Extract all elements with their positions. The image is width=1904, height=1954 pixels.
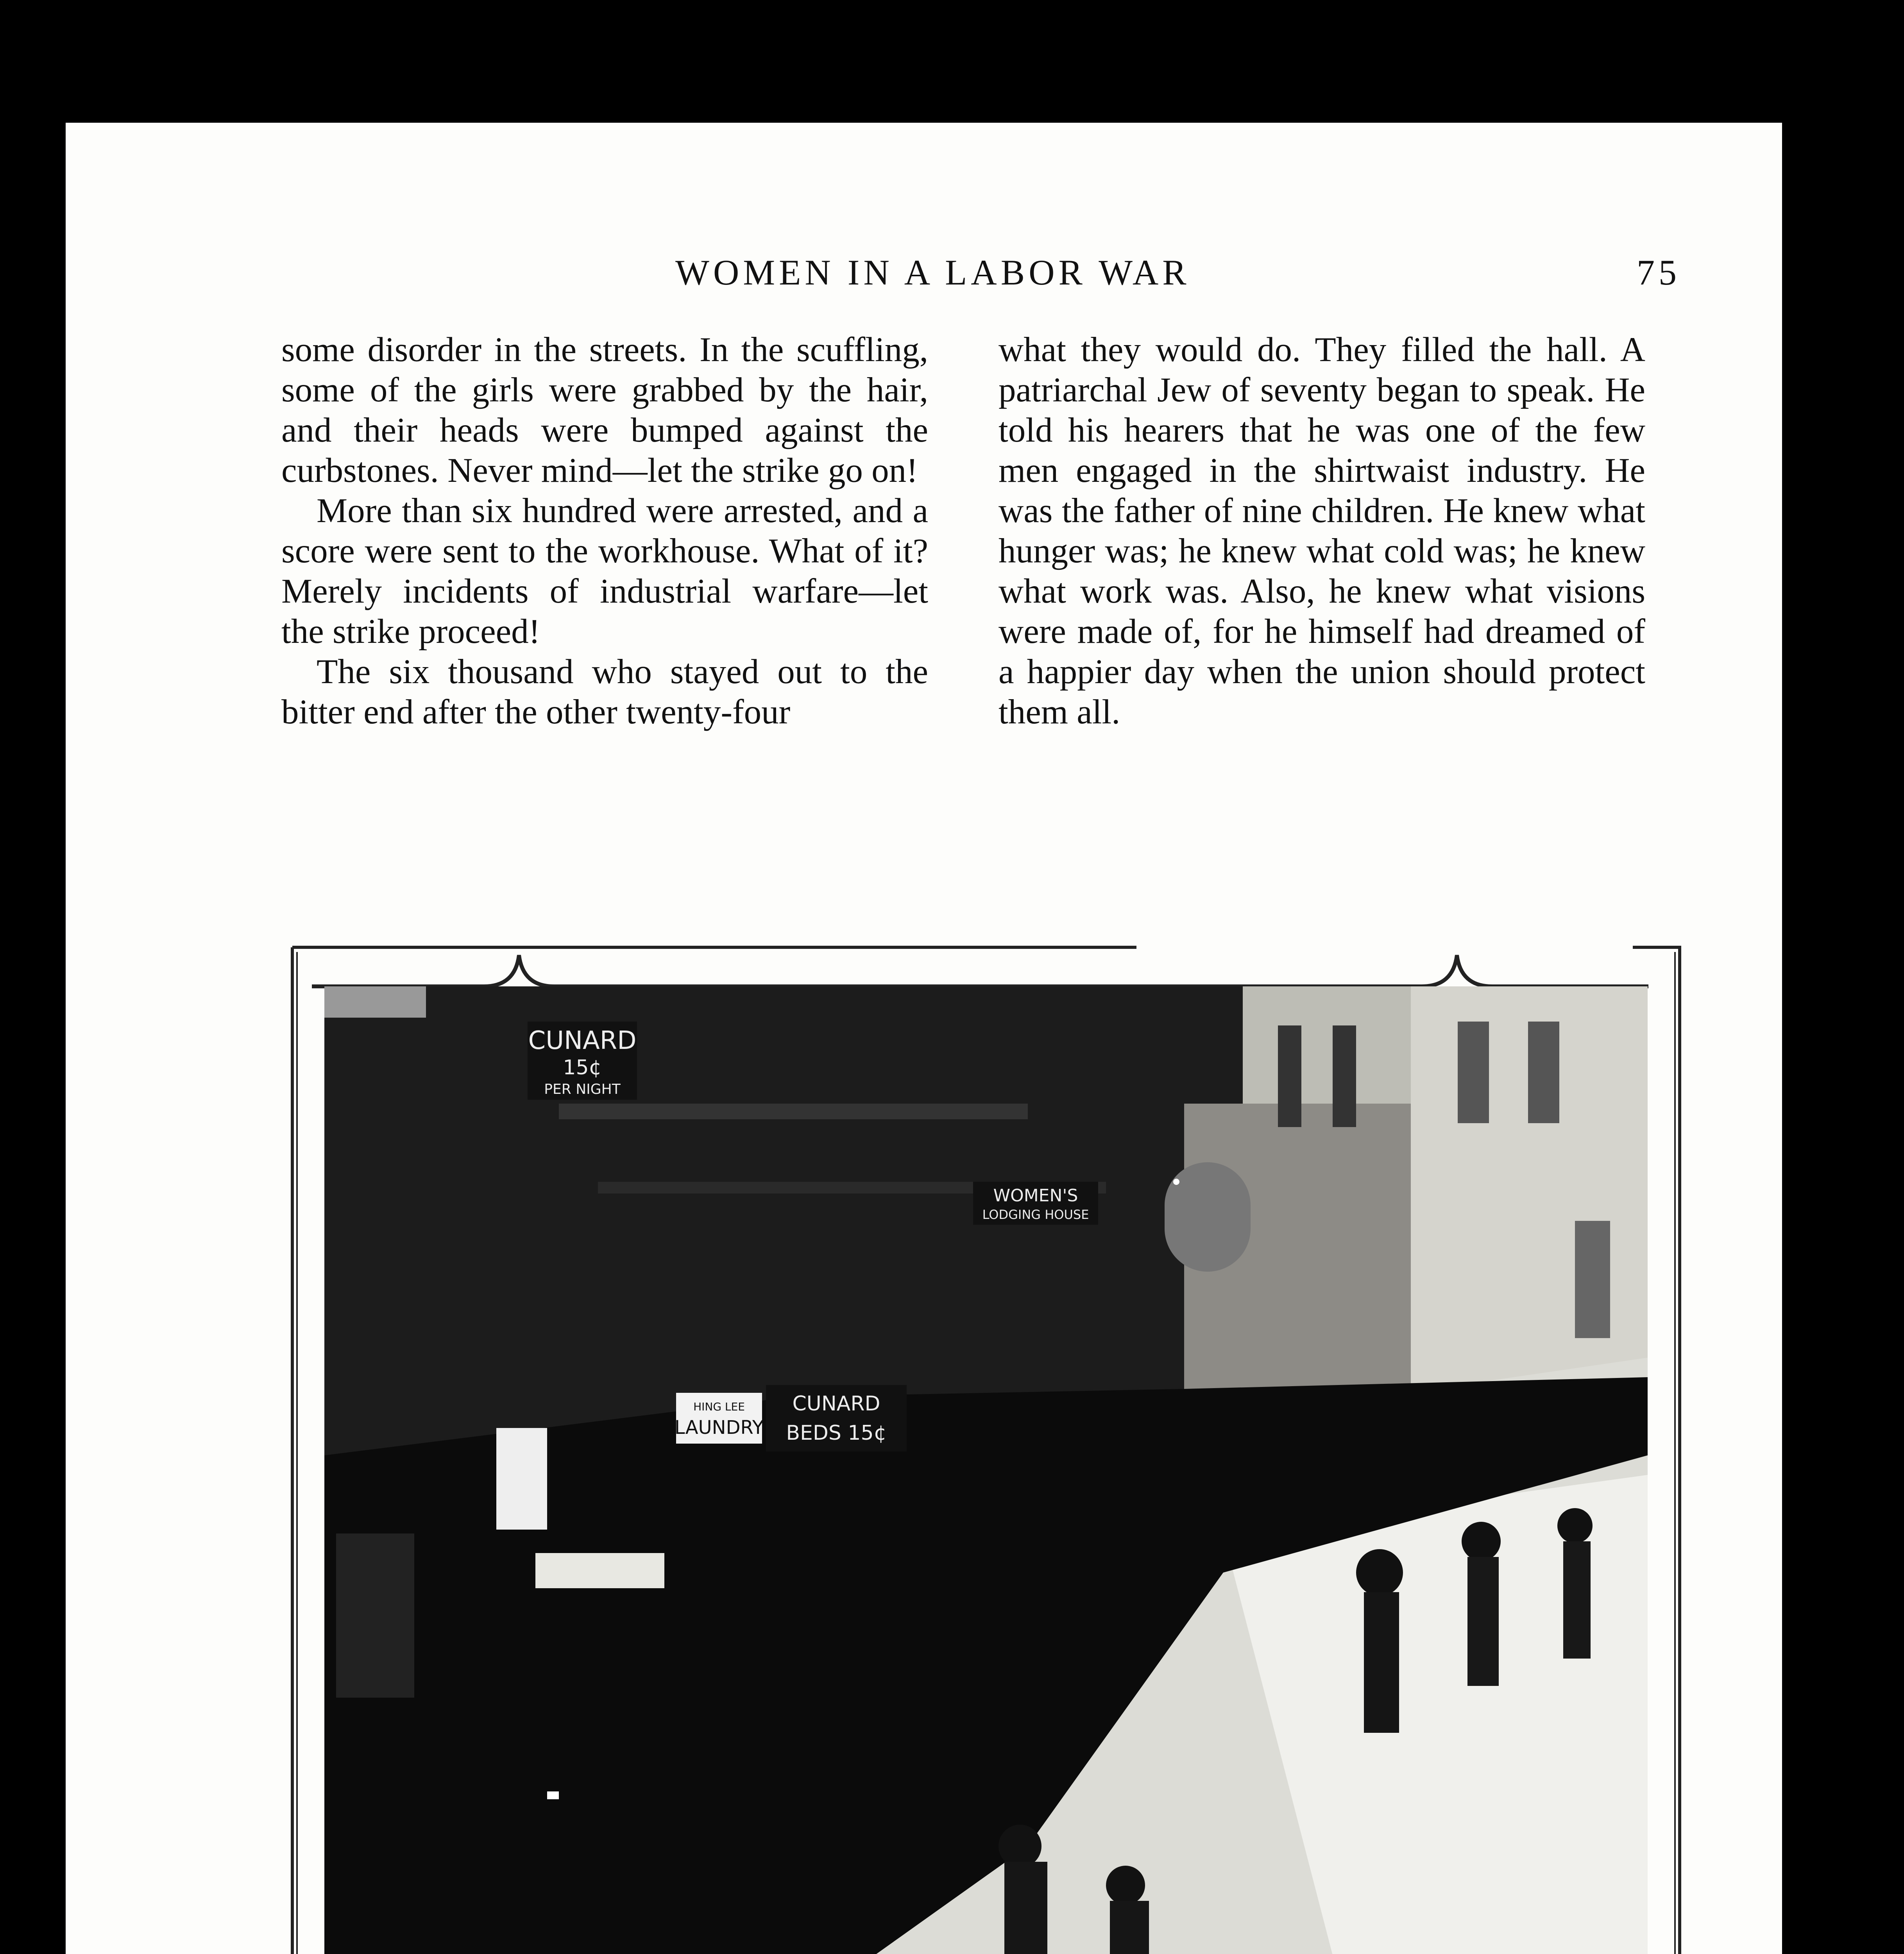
paragraph: The six thousand who stayed out to the bitter end after the other twenty-four xyxy=(281,653,928,731)
sign-text: PER NIGHT xyxy=(544,1081,621,1097)
column-top-right xyxy=(999,330,1645,732)
paragraph: More than six hundred were arrested, and a score were sent to the workhouse. What of it? Merely incidents of industrial warfare—let the strike proceed! xyxy=(281,492,928,651)
column-top-left xyxy=(281,330,928,732)
sign-text: LODGING HOUSE xyxy=(982,1207,1089,1222)
cunard-sign-lower xyxy=(766,1385,907,1451)
cunard-sign-upper xyxy=(528,1022,637,1100)
paragraph: what they would do. They filled the hall. A patriarchal Jew of seventy began to speak. He told his hearers that he was one of the few men engaged in the shirtwaist industry. He was the father of nine children. He knew what hunger was; he knew what cold was; he knew what work was. Also, he knew what visions were made of, for he himself had dreamed of a happier day when the union should protect them all. xyxy=(999,331,1645,731)
street-crowd-photo xyxy=(324,986,1648,1954)
sign-text: WOMEN'S xyxy=(993,1186,1078,1206)
magazine-page xyxy=(66,123,1782,1954)
sign-text: LAUNDRY xyxy=(674,1417,764,1439)
paragraph: some disorder in the streets. In the scuffling, some of the girls were grabbed by the hair, and their heads were bumped against the curbstones. Never mind—let the strike go on! xyxy=(281,331,928,490)
page-number: 75 xyxy=(1637,252,1680,292)
running-title: WOMEN IN A LABOR WAR xyxy=(675,252,1190,292)
sign-text: 15¢ xyxy=(563,1056,602,1079)
photo-frame xyxy=(288,932,1684,1954)
sign-text: CUNARD xyxy=(792,1392,880,1415)
womens-lodging-house-sign xyxy=(973,1182,1098,1225)
sign-text: BEDS 15¢ xyxy=(786,1421,887,1445)
laundry-sign xyxy=(675,1393,764,1444)
sign-text: HING LEE xyxy=(693,1400,745,1413)
sign-text: CUNARD xyxy=(528,1026,637,1055)
